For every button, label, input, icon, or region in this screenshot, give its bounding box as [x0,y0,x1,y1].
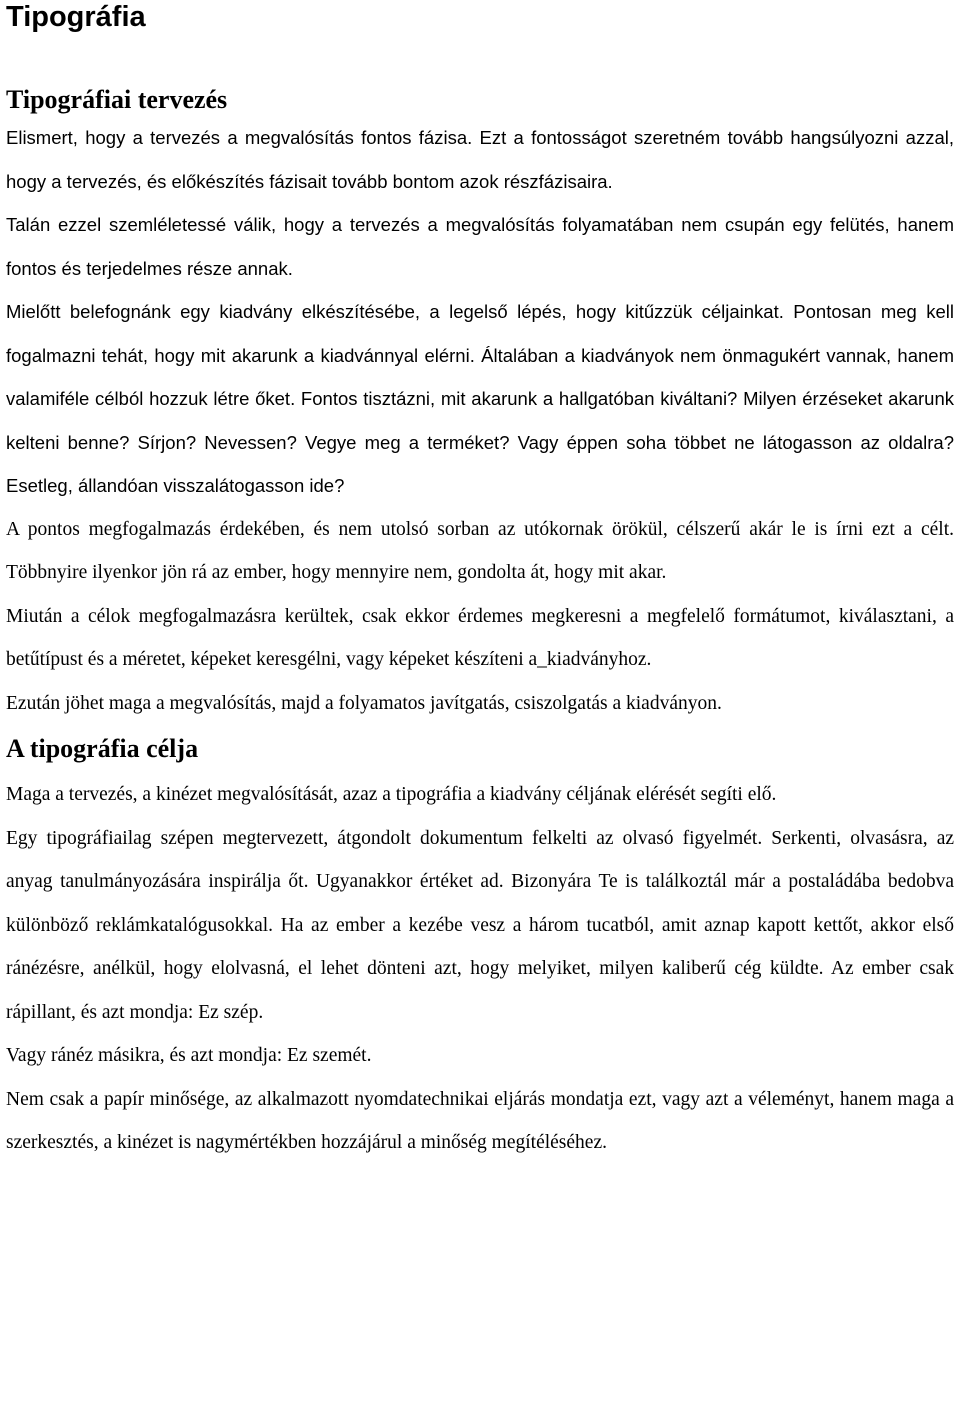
paragraph: Maga a tervezés, a kinézet megvalósítását, azaz a tipográfia a kiadvány céljának elérését segíti elő. [6,784,777,805]
paragraph: Vagy ránéz másikra, és azt mondja: Ez szemét. [6,1045,372,1066]
paragraph: Mielőtt belefognánk egy kiadvány elkészítésébe, a legelső lépés, hogy kitűzzük céljainkat. Pontosan meg kell fogalmazni tehát, hogy mit akarunk a kiadvánnyal elérni. Általában a kiadványok nem önmagukért vannak, hanem valamiféle célból hozzuk létre őket. Fontos tisztázni, mit akarunk a hallgatóban kiváltani? Milyen érzéseket akarunk kelteni benne? Sírjon? Nevessen? Vegye meg a terméket? Vagy éppen soha többet ne látogasson az oldalra? Esetleg, állandóan visszalátogasson ide? [6,301,954,496]
paragraph: A pontos megfogalmazás érdekében, és nem utolsó sorban az utókornak örökül, célszerű akár le is írni ezt a célt. Többnyire ilyenkor jön rá az ember, hogy mennyire nem, gondolta át, hogy mit akar. [6,518,954,583]
page-title: Tipográfia [6,1,146,33]
paragraph: Ezután jöhet maga a megvalósítás, majd a folyamatos javítgatás, csiszolgatás a kiadványon. [6,692,722,714]
paragraph: Miután a célok megfogalmazásra kerültek, csak ekkor érdemes megkeresni a megfelelő formátumot, kiválasztani, a betűtípust és a méretet, képeket keresgélni, vagy képeket készíteni a_kiadványhoz. [6,605,954,670]
section-heading-typography-goal: A tipográfia célja [6,734,199,763]
paragraph: Talán ezzel szemléletessé válik, hogy a tervezés a megvalósítás folyamatában nem csupán egy felütés, hanem fontos és terjedelmes része annak. [6,214,954,279]
paragraph: Nem csak a papír minősége, az alkalmazott nyomdatechnikai eljárás mondatja ezt, vagy azt a véleményt, hanem maga a szerkesztés, a kinézet is nagymértékben hozzájárul a minőség megítéléséhez. [6,1088,954,1153]
section-heading-typographic-design: Tipográfiai tervezés [6,85,228,114]
paragraph: Egy tipográfiailag szépen megtervezett, átgondolt dokumentum felkelti az olvasó figyelmét. Serkenti, olvasásra, az anyag tanulmányozására inspirálja őt. Ugyanakkor értéket ad. Bizonyára Te is találkoztál már a postaládába bedobva különböző reklámkatalógusokkal. Ha az ember a kezébe vesz a három tucatból, amit aznap kapott kettőt, akkor első ránézésre, anélkül, hogy elolvasná, el lehet dönteni azt, hogy melyiket, milyen kaliberű cég küldte. Az ember csak rápillant, és azt mondja: Ez szép. [6,827,954,1023]
paragraph: Elismert, hogy a tervezés a megvalósítás fontos fázisa. Ezt a fontosságot szeretném tovább hangsúlyozni azzal, hogy a tervezés, és előkészítés fázisait tovább bontom azok részfázisaira. [6,127,954,192]
